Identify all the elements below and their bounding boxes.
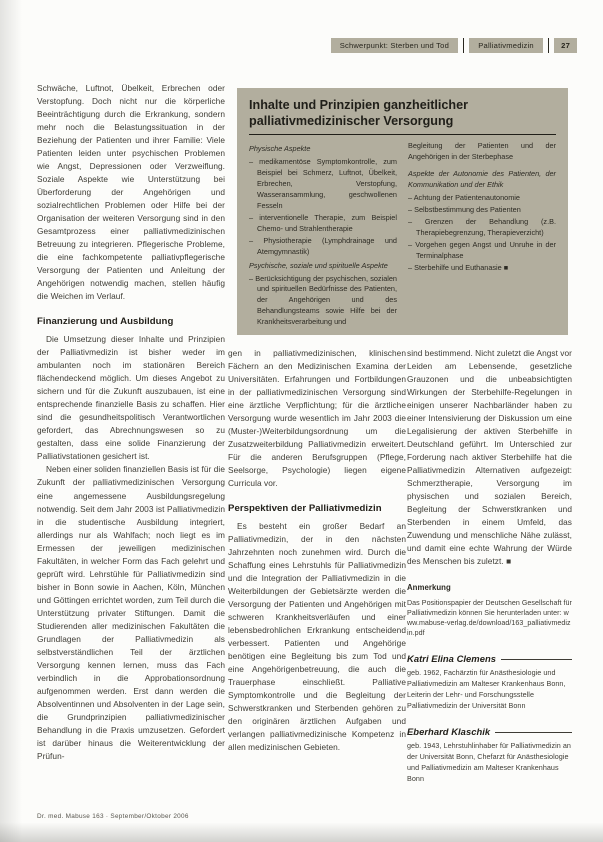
body-paragraph: Die Umsetzung dieser Inhalte und Prinzipien der Palliativmedizin ist bisher weder im ambulanten noch im stationären Bereich flächendeckend möglich. Um dieses Angebot zu sichern und für die Zukunft auszubauen, ist eine entsprechende finanzielle Basis zu schaffen. Hier sind die gesundheitspolitisch Verantwortlichen gefordert, das Abrechnungswesen so zu gestalten, dass eine solide Finanzierung der Palliativstationen gesichert ist. (37, 334, 225, 462)
bullet-item: – Selbstbestimmung des Patienten (408, 205, 556, 216)
bullet-item: – medikamentöse Symptomkontrolle, zum Beispiel bei Schmerz, Luftnot, Übelkeit, Erbrechen, Verstopfung, Wasseransammlung, geschwollenen Fesseln (249, 157, 397, 212)
header-divider (463, 38, 464, 53)
body-paragraph: gen in palliativmedizinischen, klinischen Fächern an den Medizinischen Examina der Universitäten. Erfahrungen und Fortbildungen in der palliativmedizinischen Versorgung sind eine ärztliche Verpflichtung; für die ärztliche Versorgung wurde wesentlich im Jahr 2003 die (Muster-)Weiterbildungsordnung um die Zusatzweiterbildung Palliativmedizin erweitert. Für die anderen Berufsgruppen (Pflege, Seelsorge, Psychologie) liegen eigene Curricula vor. (228, 348, 406, 489)
bullet-item: – Sterbehilfe und Euthanasie ■ (408, 263, 556, 274)
header-divider (548, 38, 549, 53)
author-bio: geb. 1962, Fachärztin für Anästhesiologie und Palliativmedizin am Malteser Krankenhaus Bonn, Leiterin der Lehr- und Forschungsstelle Palliativmedizin der Universität Bonn (407, 668, 566, 710)
page-number: 27 (554, 38, 577, 53)
author-name: Eberhard Klaschik (407, 725, 491, 737)
bullet-item: – Berücksichtigung der psychischen, sozialen und spirituellen Bedürfnisse des Patienten, der Angehörigen und des Behandlungsteams sowie Hilfe bei der Krankheitsverarbeitung und (249, 274, 397, 329)
note-text: Das Positionspapier der Deutschen Gesellschaft für Palliativmedizin können Sie herunterladen unter: www.mabuse-verlag.de/download/163_palliativmedizin.pdf (407, 598, 572, 638)
body-paragraph: sind bestimmend. Nicht zuletzt die Angst vor Leiden am Lebensende, gesetzliche Grauzonen und die unbeabsichtigten Wirkungen der Sterbehilfe-Regelungen in einigen unserer Nachbarländer haben zu einer Intensivierung der Diskussion um eine Legalisierung der aktiven Sterbehilfe in Deutschland geführt. Im Unterschied zur Forderung nach aktiver Sterbehilfe hat die Palliativmedizin Alternativen aufgezeigt: Schmerztherapie, Versorgung im physischen und sozialen Bereich, Begleitung der Schwerstkranken und Sterbenden in einem Umfeld, das Zuwendung und menschliche Nähe zulässt, und damit eine echte Wahrung der Würde des Menschen bis zuletzt. ■ (407, 348, 572, 567)
body-column-right (407, 347, 572, 785)
bullet-list (249, 157, 397, 257)
note-heading: Anmerkung (407, 583, 451, 593)
section-heading-finanzierung: Finanzierung und Ausbildung (37, 316, 174, 328)
header-label-rubrik: Palliativmedizin (469, 38, 543, 53)
info-box-columns (249, 141, 556, 329)
author-block (407, 725, 572, 785)
author-block (407, 652, 572, 712)
body-paragraph: Schwäche, Luftnot, Übelkeit, Erbrechen oder Verstopfung. Doch nicht nur die körperliche Beeinträchtigung durch die Erkrankung, sondern mehr noch die Belastungssituation in der Beziehung der Patienten und ihrer Familie: Viele Patienten leiden unter psychischen Problemen wie Angst, Depressionen oder Verzweiflung. Soziale Aspekte wie Unterstützung bei Überforderung der Angehörigen und sozialrechtlichen Problemen oder Hilfe bei der Organisation der weiteren Versorgung sind in den Gesamtprozess einer palliativmedizinischen Betreuung zu integrieren. Pflegerische Probleme, die eine fachkompetente palliativpflegerische Versorgung der Patienten und Anleitung der Angehörigen notwendig machen, stellen häufig die Weichen im Verlauf. (37, 83, 225, 302)
author-bio: geb. 1943, Lehrstuhlinhaber für Palliativmedizin an der Universität Bonn, Chefarzt für Anästhesiologie und Palliativmedizin am Malteser Krankenhaus Bonn (407, 741, 571, 783)
section-heading-perspektiven: Perspektiven der Palliativmedizin (228, 503, 382, 515)
box-subheading-physisch: Physische Aspekte (249, 144, 311, 154)
author-name: Katri Elina Clemens (407, 652, 497, 664)
body-paragraph: Es besteht ein großer Bedarf an Palliativmedizin, der in den nächsten Jahrzehnten noch zunehmen wird. Durch die Schaffung eines Lehrstuhls für Palliativmedizin und die Integration der Palliativmedizin in die Weiterbildungen der Gebietsärzte werden die Versorgung der Patienten und Angehörigen mit schweren Krankheitsverläufen und einer lebensbedrohlichen Erkrankung entscheidend verbessert. Patienten und Angehörige benötigen eine Begleitung bis zum Tod und eine Angehörigenbetreuung, die auch die Trauerphase einschließt. Palliative Symptomkontrolle und die Begleitung der Schwerstkranken und Sterbenden gehören zu den originären ärztlichen Aufgaben und verlangen palliativmedizinische Kompetenz in allen medizinischen Gebieten. (228, 521, 406, 753)
bullet-item: – Vorgehen gegen Angst und Unruhe in der Terminalphase (408, 240, 556, 262)
bullet-list (249, 274, 397, 329)
header-label-schwerpunkt: Schwerpunkt: Sterben und Tod (331, 38, 458, 53)
info-box-title: Inhalte und Prinzipien ganzheitlicher palliativmedizinischer Versorgung (249, 98, 556, 135)
info-box (237, 88, 568, 335)
bullet-item: – Grenzen der Behandlung (z.B. Therapiebegrenzung, Therapieverzicht) (408, 217, 556, 239)
box-continuation-text: Begleitung der Patienten und der Angehörigen in der Sterbephase (408, 141, 556, 162)
author-rule (495, 732, 572, 733)
page-header (331, 38, 577, 53)
author-name-row (407, 725, 572, 740)
footer-imprint: Dr. med. Mabuse 163 · September/Oktober 2006 (37, 813, 189, 820)
box-subheading-autonomie: Aspekte der Autonomie des Patienten, der Kommunikation und der Ethik (408, 169, 556, 190)
info-box-column-right (408, 141, 556, 329)
body-paragraph: Neben einer soliden finanziellen Basis ist für die Zukunft der palliativmedizinischen Versorgung eine angemessene Ausbildungsregelung notwendig. Seit dem Jahr 2003 ist Palliativmedizin in die studentische Ausbildung integriert, allerdings nur als Wahlfach; noch liegt es im Ermessen der jeweiligen medizinischen Fakultäten, in welcher Form das Fach gelehrt und geprüft wird. Lehrstühle für Palliativmedizin sind bisher in Bonn sowie in Aachen, Köln, München und Göttingen errichtet worden, zum Teil durch die Unterstützung privater Stiftungen. Damit die Studierenden aller medizinischen Fakultäten die Grundlagen der Palliativmedizin als selbstverständlichen Teil der ärztlichen Versorgung kennen lernen, muss das Fach verbindlich in die Approbationsordnung aufgenommen werden. Erst dann werden die Absolventinnen und Absolventen in der Lage sein, die Grundprinzipien palliativmedizinischer Behandlung in die Praxis umzusetzen. Gefordert ist darüber hinaus die Weiterentwicklung der Prüfun- (37, 464, 225, 761)
bullet-item: – interventionelle Therapie, zum Beispiel Chemo- und Strahlentherapie (249, 213, 397, 235)
author-rule (501, 659, 572, 660)
bullet-item: – Achtung der Patientenautonomie (408, 193, 556, 204)
box-subheading-psychisch: Psychische, soziale und spirituelle Aspekte (249, 260, 388, 270)
body-column-left (37, 82, 225, 763)
info-box-column-left (249, 141, 397, 329)
bullet-item: – Physiotherapie (Lymphdrainage und Atemgymnastik) (249, 236, 397, 258)
author-name-row (407, 652, 572, 667)
bullet-list (408, 193, 556, 274)
body-column-middle (228, 347, 406, 755)
